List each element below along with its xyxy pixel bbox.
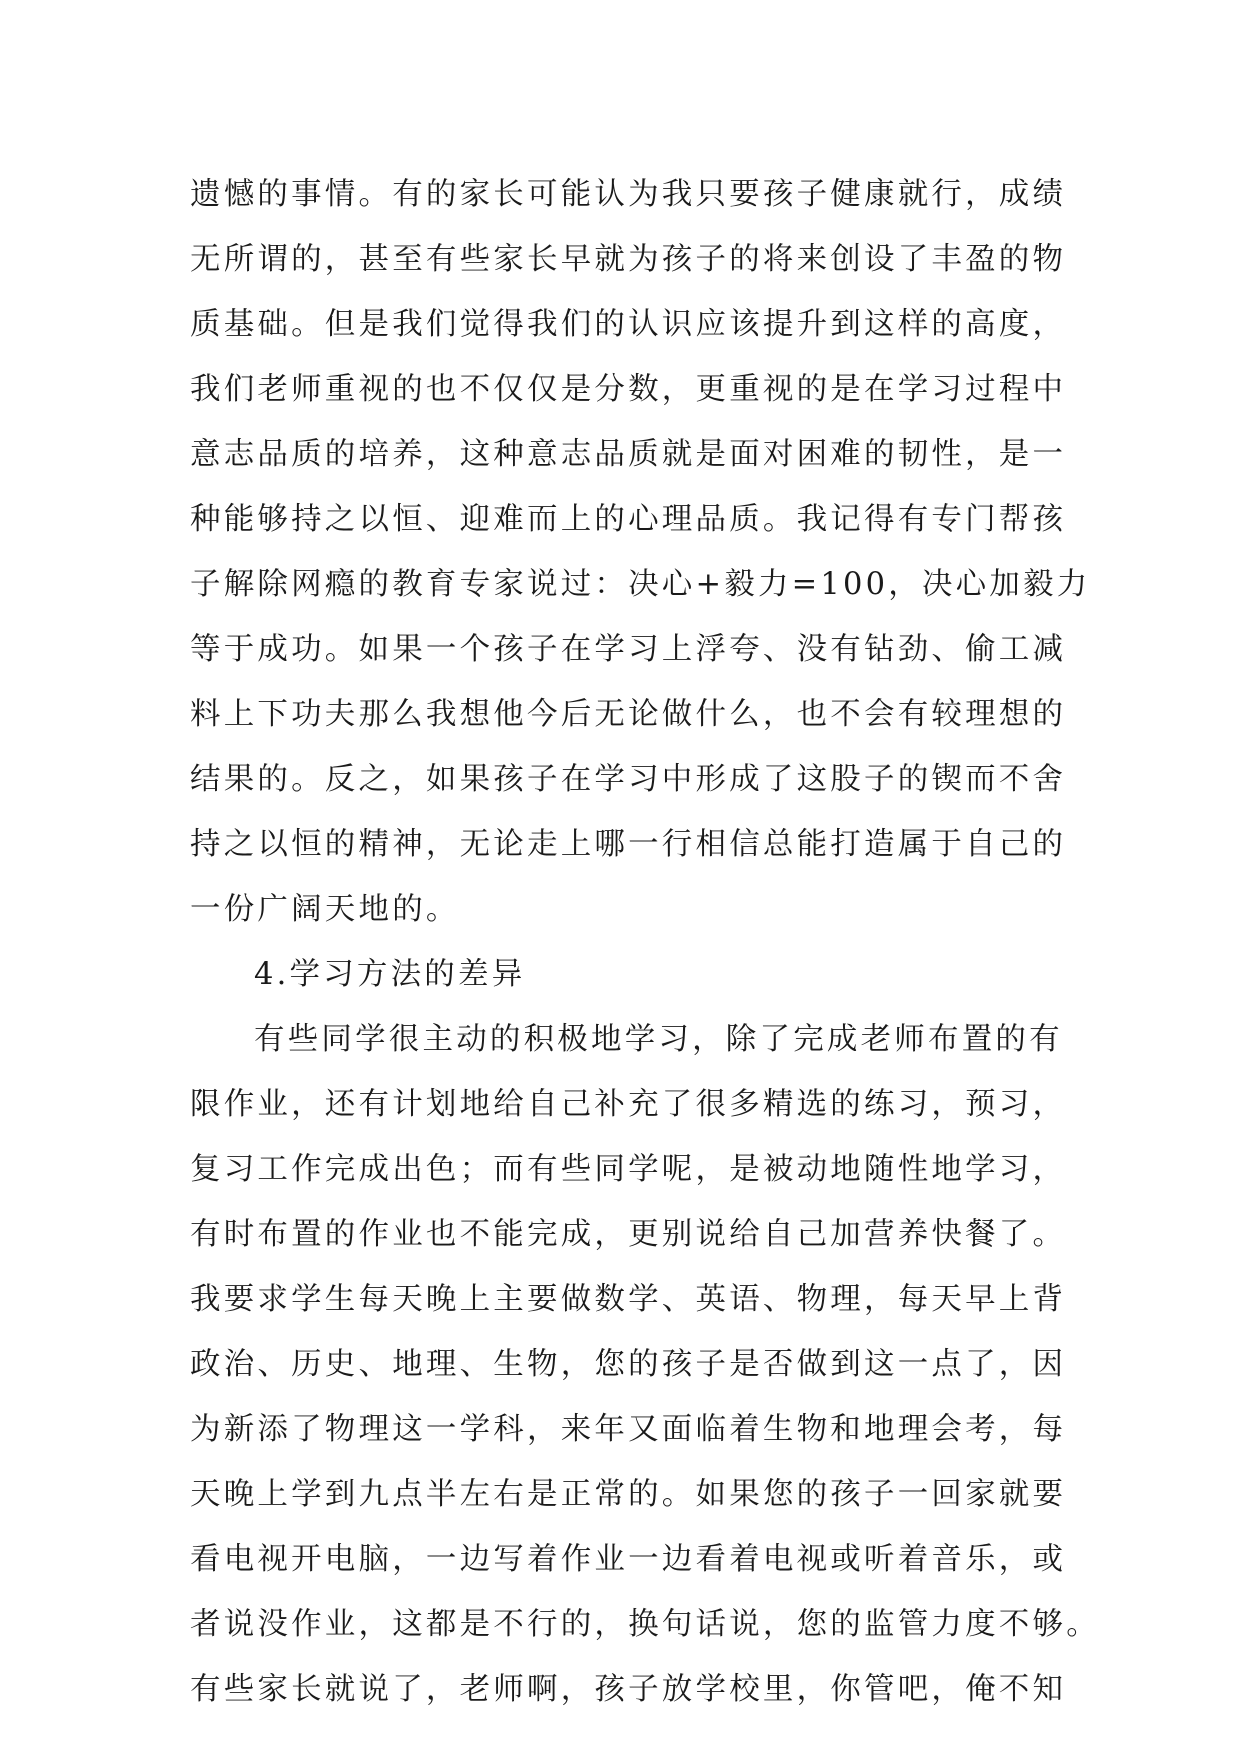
text-line-15: 限作业，还有计划地给自己补充了很多精选的练习，预习，: [190, 1087, 1067, 1122]
text-line-23: 者说没作业，这都是不行的，换句话说，您的监管力度不够。: [190, 1607, 1100, 1642]
text-line-17: 有时布置的作业也不能完成，更别说给自己加营养快餐了。: [190, 1217, 1067, 1252]
text-line-24: 有些家长就说了，老师啊，孩子放学校里，你管吧，俺不知: [190, 1672, 1067, 1707]
text-line-22: 看电视开电脑，一边写着作业一边看着电视或听着音乐，或: [190, 1542, 1067, 1577]
text-line-10: 结果的。反之，如果孩子在学习中形成了这股子的锲而不舍: [190, 762, 1067, 797]
text-line-7: 子解除网瘾的教育专家说过：决心+毅力=100，决心加毅力: [190, 567, 1091, 602]
text-line-19: 政治、历史、地理、生物，您的孩子是否做到这一点了，因: [190, 1347, 1067, 1382]
section-heading: 4.学习方法的差异: [254, 957, 526, 992]
text-line-2: 无所谓的，甚至有些家长早就为孩子的将来创设了丰盈的物: [190, 242, 1067, 277]
text-line-3: 质基础。但是我们觉得我们的认识应该提升到这样的高度，: [190, 307, 1067, 342]
text-line-18: 我要求学生每天晚上主要做数学、英语、物理，每天早上背: [190, 1282, 1067, 1317]
text-line-20: 为新添了物理这一学科，来年又面临着生物和地理会考，每: [190, 1412, 1067, 1447]
text-line-21: 天晚上学到九点半左右是正常的。如果您的孩子一回家就要: [190, 1477, 1067, 1512]
text-line-14: 有些同学很主动的积极地学习，除了完成老师布置的有: [254, 1022, 1063, 1057]
text-line-5: 意志品质的培养，这种意志品质就是面对困难的韧性，是一: [190, 437, 1067, 472]
text-line-8: 等于成功。如果一个孩子在学习上浮夸、没有钻劲、偷工减: [190, 632, 1067, 667]
text-line-12: 一份广阔天地的。: [190, 892, 460, 927]
text-line-11: 持之以恒的精神，无论走上哪一行相信总能打造属于自己的: [190, 827, 1067, 862]
text-line-1: 遗憾的事情。有的家长可能认为我只要孩子健康就行，成绩: [190, 177, 1067, 212]
text-line-9: 料上下功夫那么我想他今后无论做什么，也不会有较理想的: [190, 697, 1067, 732]
text-line-4: 我们老师重视的也不仅仅是分数，更重视的是在学习过程中: [190, 372, 1067, 407]
document-body: [190, 162, 1100, 1722]
text-line-6: 种能够持之以恒、迎难而上的心理品质。我记得有专门帮孩: [190, 502, 1067, 537]
text-line-16: 复习工作完成出色；而有些同学呢，是被动地随性地学习，: [190, 1152, 1067, 1187]
